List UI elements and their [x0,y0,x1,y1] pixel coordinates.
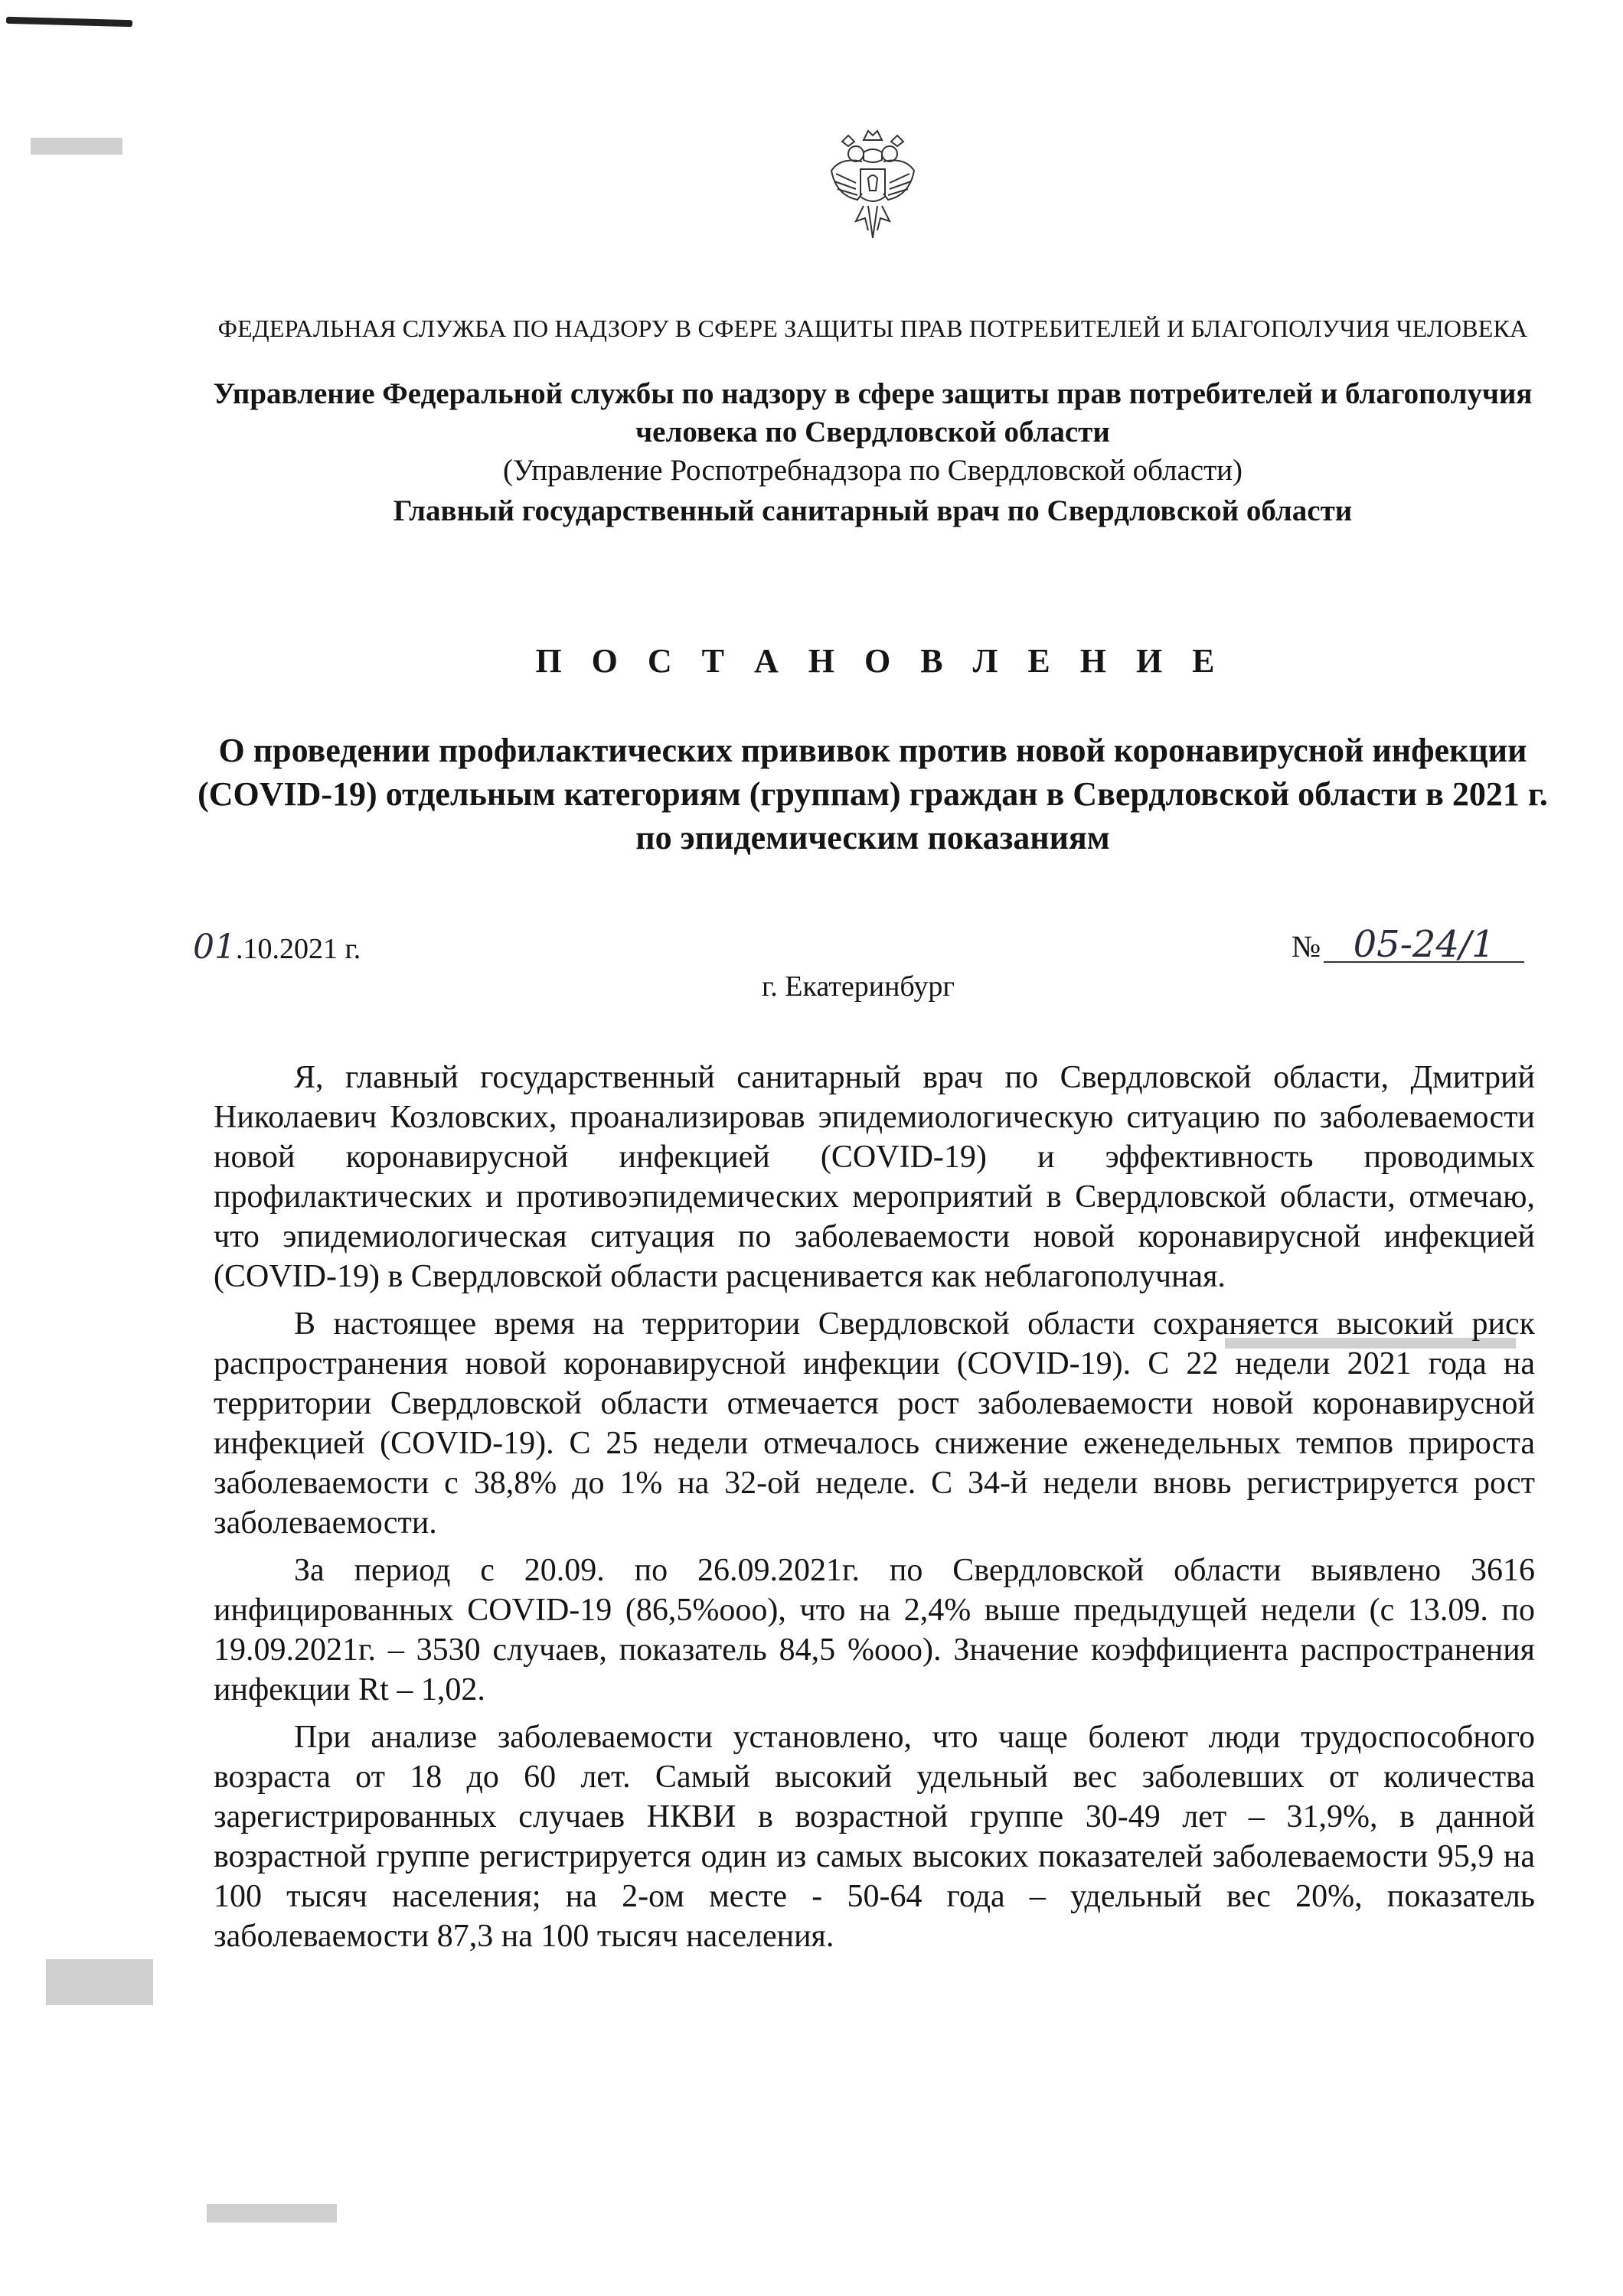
scan-mark [6,17,132,27]
document-city: г. Екатеринбург [762,970,955,1003]
body-paragraph: За период с 20.09. по 26.09.2021г. по Свердловской области выявлено 3616 инфицированных COVID-19 (86,5%ooo), что на 2,4% выше предыдущей недели (с 13.09. по 19.09.2021г. – 3530 случаев, показатель 84,5 %ooo). Значение коэффициента распространения инфекции Rt – 1,02. [214,1553,1535,1707]
body-paragraph: В настоящее время на территории Свердловской области сохраняется высокий риск распространения новой коронавирусной инфекции (COVID-19). С 22 недели 2021 года на территории Свердловской области отмечается рост заболеваемости новой коронавирусной инфекцией (COVID-19). С 25 недели отмечалось снижение еженедельных темпов прироста заболеваемости с 38,8% до 1% на 32-ой неделе. С 34-й недели вновь регистрируется рост заболеваемости. [214,1306,1535,1541]
document-type-title: П О С Т А Н О В Л Е Н И Е [535,642,1226,680]
scan-speckle [31,138,122,155]
body-paragraph: При анализе заболеваемости установлено, что чаще болеют люди трудоспособного возраста от 18 до 60 лет. Самый высокий удельный вес заболевших от количества зарегистрированных случаев НКВИ в возрастной группе 30-49 лет – 31,9%, в данной возрастной группе регистрируется один из самых высоких показателей заболеваемости 95,9 на 100 тысяч населения; на 2-ом месте - 50-64 года – удельный вес 20%, показатель заболеваемости 87,3 на 100 тысяч населения. [214,1720,1535,1954]
document-number [1292,923,1524,966]
official-title: Главный государственный санитарный врач по Свердловской области [393,494,1353,527]
document-body [214,1058,1535,1964]
date-printed: .10.2021 г. [236,933,361,965]
department-short-name: (Управление Роспотребнадзора по Свердловской области) [503,454,1243,487]
document-subject: О проведении профилактических прививок против новой коронавирусной инфекции (COVID-19) отдельным категориям (группам) граждан в Свердловской области в 2021 г. по эпидемическим показаниям [198,732,1548,856]
scan-speckle [207,2204,337,2223]
date-handwritten: 01 [193,928,236,967]
coat-of-arms-icon [825,126,920,241]
department-name: Управление Федеральной службы по надзору в сфере защиты прав потребителей и благополучия человека по Свердловской области [213,377,1533,448]
document-date [193,928,361,967]
scan-speckle [46,1959,153,2005]
agency-name: ФЕДЕРАЛЬНАЯ СЛУЖБА ПО НАДЗОРУ В СФЕРЕ ЗАЩИТЫ ПРАВ ПОТРЕБИТЕЛЕЙ И БЛАГОПОЛУЧИЯ ЧЕЛОВЕКА [217,315,1528,342]
number-handwritten: 05-24/1 [1324,928,1524,963]
body-paragraph: Я, главный государственный санитарный врач по Свердловской области, Дмитрий Николаевич Козловских, проанализировав эпидемиологическую ситуацию по заболеваемости новой коронавирусной инфекцией (COVID-19) и эффективность проводимых профилактических и противоэпидемических мероприятий в Свердловской области, отмечаю, что эпидемиологическая ситуация по заболеваемости новой коронавирусной инфекцией (COVID-19) в Свердловской области расценивается как неблагополучная. [214,1060,1535,1294]
number-prefix: № [1292,929,1321,964]
